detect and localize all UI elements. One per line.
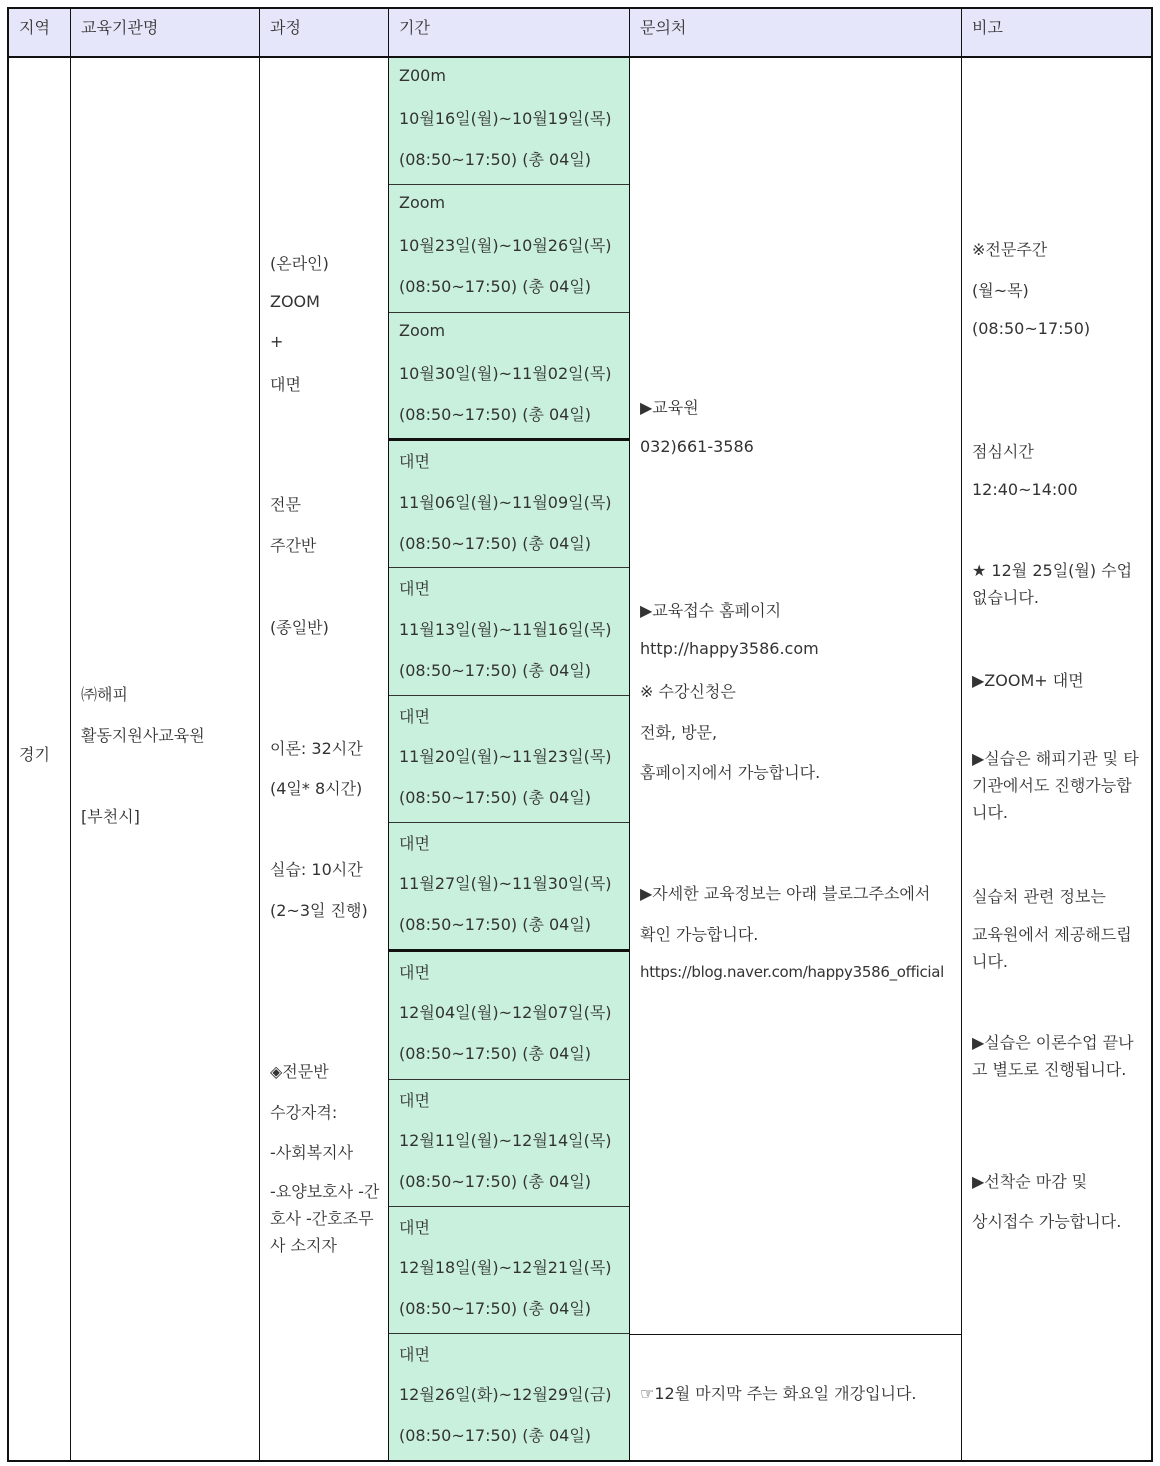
period-cell-1 <box>389 58 629 185</box>
period-dates: 11월06일(월)~11월09일(목) <box>399 493 612 512</box>
institution-location: [부천시] <box>81 807 140 826</box>
remarks-lunch-time: 12:40~14:00 <box>972 480 1078 499</box>
course-mode-2: ZOOM <box>270 292 320 311</box>
institution-name-line2: 활동지원사교육원 <box>81 726 205 745</box>
period-dates: 11월20일(월)~11월23일(목) <box>399 747 612 766</box>
period-dates: 12월18일(월)~12월21일(목) <box>399 1258 612 1277</box>
period-cell-11 <box>389 1334 629 1460</box>
period-time: (08:50~17:50) (총 04일) <box>399 1172 592 1191</box>
period-dates: 12월11일(월)~12월14일(목) <box>399 1131 612 1150</box>
period-time: (08:50~17:50) (총 04일) <box>399 1426 592 1445</box>
contact-apply-homepage: 홈페이지에서 가능합니다. <box>640 763 821 782</box>
header-course-label: 과정 <box>270 18 301 37</box>
course-mode-1: (온라인) <box>270 254 329 273</box>
contact-divider <box>630 1334 961 1335</box>
course-qualification-label: 수강자격: <box>270 1103 338 1122</box>
period-time: (08:50~17:50) (총 04일) <box>399 1299 592 1318</box>
period-time: (08:50~17:50) (총 04일) <box>399 915 592 934</box>
period-mode: 대면 <box>399 1345 430 1364</box>
course-mode-4: 대면 <box>270 375 301 394</box>
period-dates: 10월23일(월)~10월26일(목) <box>399 236 612 255</box>
course-mode-3: + <box>270 332 284 351</box>
contact-homepage-link[interactable]: http://happy3586.com <box>640 639 819 658</box>
period-dates: 10월16일(월)~10월19일(목) <box>399 109 612 128</box>
course-theory-hours: 이론: 32시간 <box>270 739 363 758</box>
remarks-days: (월~목) <box>972 281 1029 300</box>
period-mode: Zoom <box>399 193 446 212</box>
header-period-label: 기간 <box>399 18 430 37</box>
period-mode: Zoom <box>399 321 446 340</box>
course-practice-hours: 실습: 10시간 <box>270 860 363 879</box>
header-remarks-label: 비고 <box>972 18 1003 37</box>
period-dates: 12월04일(월)~12월07일(목) <box>399 1003 612 1022</box>
remarks-hours: (08:50~17:50) <box>972 319 1091 338</box>
period-mode: 대면 <box>399 707 430 726</box>
contact-phone: 032)661-3586 <box>640 437 754 456</box>
contact-blog-note-2: 확인 가능합니다. <box>640 925 759 944</box>
column-divider <box>70 9 71 1460</box>
period-time: (08:50~17:50) (총 04일) <box>399 1044 592 1063</box>
course-qualification-1: -사회복지사 <box>270 1143 354 1162</box>
remarks-always-open: 상시접수 가능합니다. <box>972 1212 1122 1231</box>
period-dates: 12월26일(화)~12월29일(금) <box>399 1385 612 1404</box>
remarks-weekday: ※전문주간 <box>972 240 1048 259</box>
header-contact-label: 문의처 <box>640 18 687 37</box>
period-mode: 대면 <box>399 834 430 853</box>
header-contact <box>630 9 961 58</box>
period-dates: 11월13일(월)~11월16일(목) <box>399 620 612 639</box>
course-practice-detail: (2~3일 진행) <box>270 901 368 920</box>
contact-homepage-label: ▶교육접수 홈페이지 <box>640 601 782 620</box>
header-remarks <box>962 9 1151 58</box>
period-cell-4 <box>389 441 629 568</box>
course-qualification-title: ◈전문반 <box>270 1062 329 1081</box>
period-cell-10 <box>389 1207 629 1334</box>
region-cell: 경기 <box>19 745 50 764</box>
period-mode: 대면 <box>399 452 430 471</box>
course-qualification-2: -요양보호사 -간호사 -간호조무사 소지자 <box>270 1182 380 1255</box>
header-course <box>260 9 388 58</box>
period-mode: 대면 <box>399 963 430 982</box>
remarks-holiday: ★ 12월 25일(월) 수업 없습니다. <box>972 561 1133 607</box>
contact-blog-note-1: ▶자세한 교육정보는 아래 블로그주소에서 <box>640 884 931 903</box>
remarks-practice-info-2: 교육원에서 제공해드립니다. <box>972 925 1132 971</box>
contact-december-note: ☞12월 마지막 주는 화요일 개강입니다. <box>640 1384 917 1403</box>
column-divider <box>259 9 260 1460</box>
period-cell-2 <box>389 185 629 313</box>
course-theory-detail: (4일* 8시간) <box>270 779 363 798</box>
period-cell-9 <box>389 1080 629 1207</box>
course-type-3: (종일반) <box>270 618 329 637</box>
period-dates: 11월27일(월)~11월30일(목) <box>399 874 612 893</box>
period-mode: 대면 <box>399 579 430 598</box>
contact-blog-link[interactable]: https://blog.naver.com/happy3586_official <box>640 963 945 981</box>
contact-apply-methods: 전화, 방문, <box>640 723 718 742</box>
period-time: (08:50~17:50) (총 04일) <box>399 661 592 680</box>
period-mode: 대면 <box>399 1218 430 1237</box>
remarks-first-come: ▶선착순 마감 및 <box>972 1172 1088 1191</box>
remarks-practice-location: ▶실습은 해피기관 및 타기관에서도 진행가능합니다. <box>972 749 1139 822</box>
course-type-1: 전문 <box>270 495 301 514</box>
contact-apply-note: ※ 수강신청은 <box>640 682 736 701</box>
period-mode: Z00m <box>399 66 446 85</box>
column-divider <box>629 9 630 1460</box>
remarks-practice-schedule: ▶실습은 이론수업 끝나고 별도로 진행됩니다. <box>972 1033 1134 1079</box>
remarks-zoom: ▶ZOOM+ 대면 <box>972 671 1084 690</box>
header-institution <box>71 9 259 58</box>
period-cell-8 <box>389 952 629 1080</box>
period-time: (08:50~17:50) (총 04일) <box>399 405 592 424</box>
column-divider <box>961 9 962 1460</box>
header-region-label: 지역 <box>19 18 50 37</box>
period-cell-6 <box>389 696 629 823</box>
contact-edu-label: ▶교육원 <box>640 398 699 417</box>
period-time: (08:50~17:50) (총 04일) <box>399 277 592 296</box>
period-dates: 10월30일(월)~11월02일(목) <box>399 364 612 383</box>
header-region <box>9 9 70 58</box>
course-type-2: 주간반 <box>270 536 317 555</box>
period-cell-3 <box>389 313 629 441</box>
institution-name-line1: ㈜해피 <box>81 685 128 704</box>
period-cell-7 <box>389 823 629 952</box>
header-period <box>389 9 629 58</box>
period-mode: 대면 <box>399 1091 430 1110</box>
header-institution-label: 교육기관명 <box>81 18 159 37</box>
schedule-table <box>7 7 1153 1462</box>
period-time: (08:50~17:50) (총 04일) <box>399 150 592 169</box>
period-cell-5 <box>389 568 629 696</box>
period-time: (08:50~17:50) (총 04일) <box>399 788 592 807</box>
period-time: (08:50~17:50) (총 04일) <box>399 534 592 553</box>
remarks-practice-info-1: 실습처 관련 정보는 <box>972 887 1106 906</box>
remarks-lunch-label: 점심시간 <box>972 442 1034 461</box>
